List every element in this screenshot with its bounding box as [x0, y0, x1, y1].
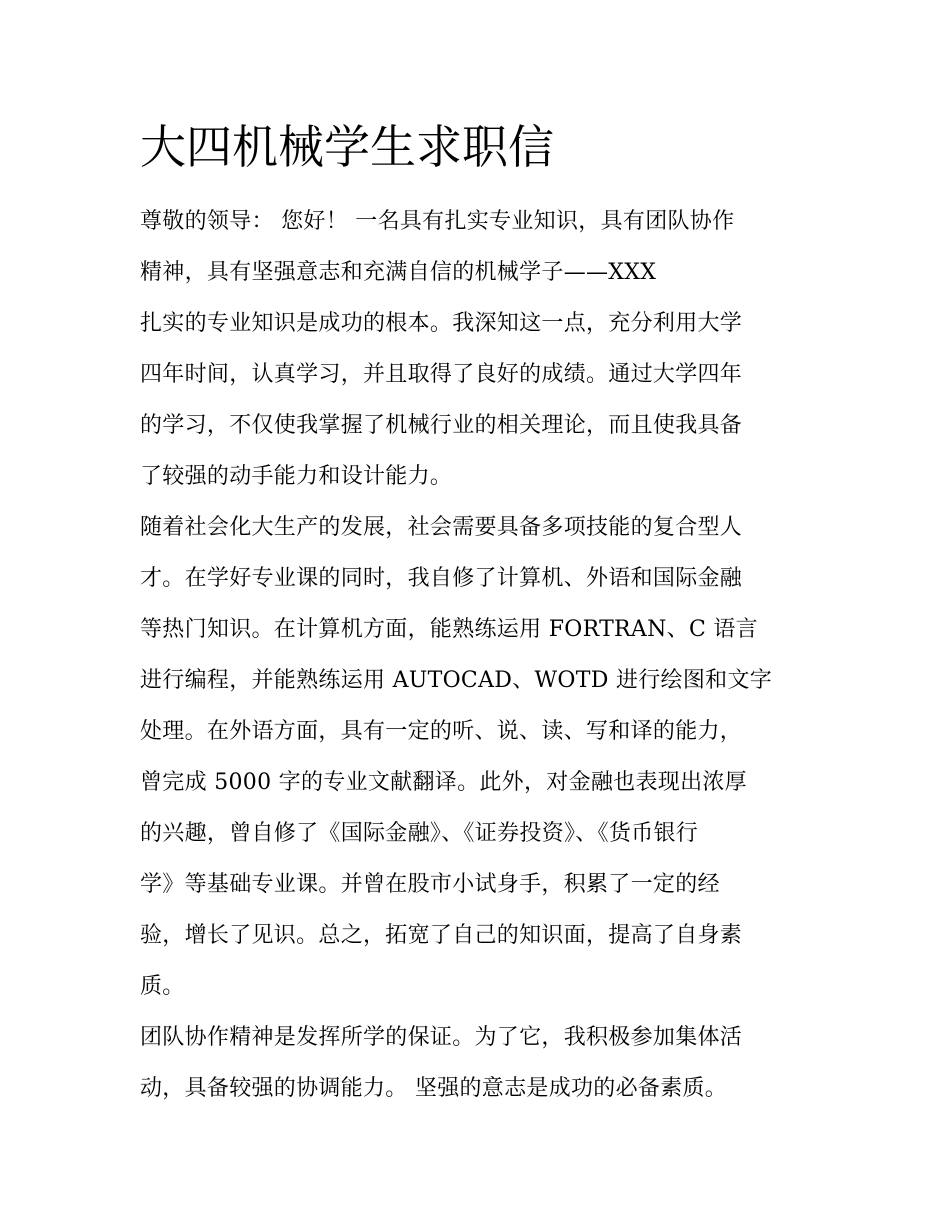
page-title: 大四机械学生求职信: [140, 120, 554, 174]
text-line: 四年时间，认真学习，并且取得了良好的成绩。通过大学四年: [140, 362, 743, 387]
text-line: 才。在学好专业课的同时，我自修了计算机、外语和国际金融: [140, 566, 743, 591]
letter-body: [140, 196, 830, 1114]
text-line: 精神，具有坚强意志和充满自信的机械学子——XXX: [140, 260, 657, 285]
text-line: 验，增长了见识。总之，拓宽了自己的知识面，提高了自身素: [140, 923, 743, 948]
text-line: 团队协作精神是发挥所学的保证。为了它，我积极参加集体活: [140, 1025, 743, 1050]
text-line: 随着社会化大生产的发展，社会需要具备多项技能的复合型人: [140, 515, 743, 540]
text-line: 学》等基础专业课。并曾在股市小试身手，积累了一定的经: [140, 872, 720, 897]
text-line: 处理。在外语方面，具有一定的听、说、读、写和译的能力，: [140, 719, 743, 744]
text-line: 等热门知识。在计算机方面，能熟练运用 FORTRAN、C 语言: [140, 617, 758, 642]
text-line: 曾完成 5000 字的专业文献翻译。此外，对金融也表现出浓厚: [140, 770, 747, 795]
text-line: 了较强的动手能力和设计能力。: [140, 464, 453, 489]
text-line: 尊敬的领导： 您好！ 一名具有扎实专业知识，具有团队协作: [140, 209, 735, 234]
text-line: 动，具备较强的协调能力。 坚强的意志是成功的必备素质。: [140, 1076, 728, 1101]
text-line: 的学习，不仅使我掌握了机械行业的相关理论，而且使我具备: [140, 413, 743, 438]
text-line: 进行编程，并能熟练运用 AUTOCAD、WOTD 进行绘图和文字: [140, 668, 773, 693]
text-line: 扎实的专业知识是成功的根本。我深知这一点，充分利用大学: [140, 311, 743, 336]
text-line: 的兴趣，曾自修了《国际金融》、《证券投资》、《货币银行: [140, 821, 699, 846]
text-line: 质。: [140, 974, 185, 999]
